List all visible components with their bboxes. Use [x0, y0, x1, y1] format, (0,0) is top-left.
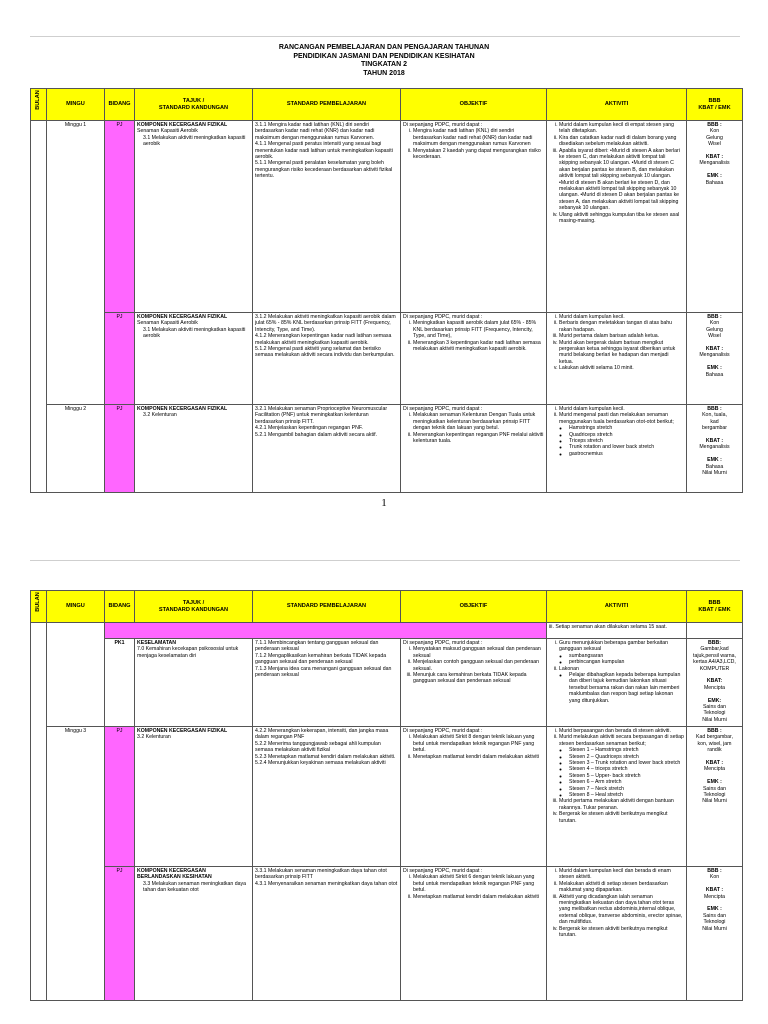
bidang-cell: PK1 [105, 639, 135, 727]
plan-table-page-2 [30, 590, 743, 1001]
col-objektif: OBJEKTIF [401, 591, 547, 623]
document-title [0, 44, 768, 78]
title-line-2: PENDIDIKAN JASMANI DAN PENDIDIKAN KESIHATAN [293, 52, 475, 60]
aktiviti-cell: i. Murid dalam kumpulan kecil di empat stesen yang telah ditetapkan. ii. Kira dan catatkan kadar nadi di dalam borang yang disediakan sebelum melakukan aktiviti. iii. Apabila isyarat diberi: •Murid di stesen A akan berlari ke stesen C, dan melakukan aktiviti lompat tali skipping sebanyak 10 ulangan. •Murid di stesen C akan berjalan pantas ke stesen B, dan melakukan aktiviti lompat tali skipping sebanyak 10 ulangan. •Murid di stesen B akan berlari ke stesen D, dan melakukan aktiviti lompat tali skipping sebanyak 10 ulangan. •Murid di stesen D akan berjalan pantas ke stesen A, dan melakukan aktiviti lompat tali skipping sebanyak 10 ulangan. iv. Ulang aktiviti sehingga kumpulan tiba ke stesen asal masing-masing. [547, 121, 687, 313]
col-minggu: MINGU [47, 591, 105, 623]
bbb-cell: BBB : Kon KBAT : Mencipta EMK : Sains dan Teknologi Nilai Murni [687, 867, 743, 1001]
standard-cell: 3.2.1 Melakukan senaman Proprioceptive Neuromuscular Facilitation (PNF) untuk meningkatkan kelenturan berdasarkan prinsip FITT. 4.2.1 Menjelaskan kepentingan regangan PNF. 5.2.1 Mengambil bahagian dalam aktiviti secara aktif. [253, 405, 401, 493]
tajuk-cell: KOMPONEN KECERGASAN BERLANDASKAN KESIHATAN 3.3 Melakukan senaman meningkatkan daya tahan dan kekuatan otot [135, 867, 253, 1001]
col-aktiviti: AKTIVITI [547, 89, 687, 121]
standard-cell: 4.2.2 Menerangkan kekerapan, intensiti, dan jangka masa dalam regangan PNF 5.2.2 Menerima tanggungjawab sebagai ahli kumpulan semasa melakukan aktiviti fizikal 5.2.3 Menetapkan matlamat kendiri dalam melakukan aktiviti. 5.2.4 Menunjukkan keyakinan semasa melakukan aktiviti [253, 727, 401, 867]
aktiviti-cell: i. Guru menunjukkan beberapa gambar berkaitan gangguan seksual ◦ sumbangsaran ◦ perbincangan kumpulan ii. Lakonan ◦ Pelajar dibahagikan kepada beberapa kumpulan dan diberi tajuk kemudian lakonkan situasi tersebut bersama rakan dan rakan lain memberi maklumbalas dan respon bagi setiap lakonan yang ditunjukkan. [547, 639, 687, 727]
tajuk-cell: KOMPONEN KECERGASAN FIZIKAL 3.2 Kelenturan [135, 727, 253, 867]
aktiviti-cell: i. Murid berpasangan dan berada di stesen aktiviti. ii. Murid melakukan aktiviti secara berpasangan di setiap stesen berdasarkan senaman berikut; ◦ Stesen 1 – Hamstrings stretch ◦ Stesen 2 – Quadriceps stretch ◦ Stesen 3 – Trunk rotation and lower back stretch ◦ Stesen 4 – triceps stretch ◦ Stesen 5 – Upper- back stretch ◦ Stesen 6 – Arm stretch ◦ Stesen 7 – Neck stretch ◦ Stesen 8 – Heal stretch iii. Murid pertama melakukan aktiviti dengan bantuan rakannya. Tukar peranan. iv. Bergerak ke stesen aktiviti berikutnya mengikut turutan. [547, 727, 687, 867]
col-standard: STANDARD PEMBELAJARAN [253, 89, 401, 121]
bbb-cell [687, 623, 743, 639]
title-line-1: RANCANGAN PEMBELAJARAN DAN PENGAJARAN TAHUNAN [278, 44, 490, 51]
table-row [31, 867, 743, 1001]
bulan-cell [31, 623, 47, 1001]
bidang-cell: PJ [105, 121, 135, 313]
standard-cell: 7.1.1 Membincangkan tentang gangguan seksual dan penderaan seksual 7.1.2 Mengaplikasikan kemahiran berkata TIDAK kepada gangguan seksual dan penderaan seksual 7.1.3 Menjana idea cara menangani gangguan seksual dan penderaan seksual [253, 639, 401, 727]
minggu-cell: Minggu 3 [47, 727, 105, 1001]
objektif-cell: Di sepanjang PDPC, murid dapat : i. Melakukan aktiviti Sirkit 8 dengan teknik lakuan yang betul untuk mendapatkan teknik regangan PNF yang betul. ii. Menetapkan matlamat kendiri dalam melakukan aktiviti [401, 727, 547, 867]
col-bidang: BIDANG [105, 89, 135, 121]
plan-table-page-1 [30, 88, 743, 493]
bbb-cell: BBB : Kad bergambar, kon, wisel, jam randik KBAT : Mencipta EMK : Sains dan Teknologi Nilai Murni [687, 727, 743, 867]
table-row [31, 639, 743, 727]
bidang-cell: PJ [105, 727, 135, 867]
minggu-cell [47, 623, 105, 727]
header-row [31, 89, 743, 121]
bbb-cell: BBB : Kon Gelung Wisel KBAT : Menganalisis EMK : Bahasa [687, 313, 743, 405]
col-bulan: BULAN [31, 591, 47, 623]
standard-cell: 3.3.1 Melakukan senaman meningkatkan daya tahan otot berdasarkan prinsip FITT 4.3.1 Menyenaraikan senaman meningkatkan daya tahan otot [253, 867, 401, 1001]
bidang-cell: PJ [105, 313, 135, 405]
continuation-band [105, 623, 547, 639]
table-row [31, 727, 743, 867]
page-number: 1 [381, 497, 387, 509]
col-bulan: BULAN [31, 89, 47, 121]
tajuk-cell: KOMPONEN KECERGASAN FIZIKAL Senaman Kapasiti Aerobik 3.1 Melakukan aktiviti meningkatkan kapasiti aerobik [135, 121, 253, 313]
aktiviti-cell: i. Murid dalam kumpulan kecil. ii. Murid mengenal pasti dan melakukan senaman menggunakan tuala berdasarkan otot-otot berikut; ◦ Hamstrings stretch ◦ Quadriceps stretch ◦ Triceps stretch ◦ Trunk rotation and lower back stretch ◦ gastrocnemius [547, 405, 687, 493]
table-row [31, 623, 743, 639]
col-objektif: OBJEKTIF [401, 89, 547, 121]
table-row [31, 405, 743, 493]
page-break-rule [30, 560, 740, 561]
col-minggu: MINGU [47, 89, 105, 121]
bidang-cell: PJ [105, 867, 135, 1001]
bbb-cell: BBB : Kon Gelung Wisel KBAT : Menganalisis EMK : Bahasa [687, 121, 743, 313]
standard-cell: 3.1.1 Mengira kadar nadi latihan (KNL) diri sendiri berdasarkan kadar nadi rehat (KNR) dan kadar nadi maksimum dengan menggunakan rumus Karvonen. 4.1.1 Mengenal pasti peratus intensiti yang sesuai bagi menentukan kadar nadi latihan untuk meningkatkan kapasiti aerobik. 5.1.1 Mengenal pasti peralatan keselamatan yang boleh mengurangkan risiko kecederaan berdasarkan aktiviti fizikal tertentu. [253, 121, 401, 313]
aktiviti-cell: i. Murid dalam kumpulan kecil. ii. Berbaris dengan meletakkan tangan di atas bahu rakan hadapan. iii. Murid pertama dalam barisan adalah ketua. iv. Murid akan bergerak dalam barisan mengikut pergerakan ketua sehingga isyarat diberikan untuk murid belakang berlari ke hadapan dan menjadi ketua. v. Lakukan aktiviti selama 10 minit. [547, 313, 687, 405]
top-rule [30, 36, 740, 37]
bulan-cell [31, 121, 47, 493]
title-line-4: TAHUN 2018 [363, 69, 405, 77]
bbb-cell: BBB : Kon, tuala, kad bergambar KBAT : Menganalisis EMK : Bahasa Nilai Murni [687, 405, 743, 493]
objektif-cell: Di sepanjang PDPC, murid dapat : i. Melakukan senaman Kelenturan Dengan Tuala untuk meningkatkan kelenturan berdasarkan prinsip FITT dengan teknik dan lakuan yang betul. ii. Menerangkan kepentingan regangan PNF melalui aktiviti kelenturan tuala. [401, 405, 547, 493]
col-bbb: BBB KBAT / EMK [687, 89, 743, 121]
col-standard: STANDARD PEMBELAJARAN [253, 591, 401, 623]
minggu-cell: Minggu 1 [47, 121, 105, 405]
minggu-cell: Minggu 2 [47, 405, 105, 493]
bbb-cell: BBB: Gambar,kad tajuk,pensil warna, kertas A4/A3,LCD, KOMPUTER KBAT: Mencipta EMK: Sains dan Teknologi Nilai Murni [687, 639, 743, 727]
aktiviti-cell: i. Murid dalam kumpulan kecil dan berada di enam stesen aktiviti. ii. Melakukan aktiviti di setiap stesen berdasarkan maklumat yang dipaparkan. iii. Aktiviti yang dicadangkan ialah senaman meningkatkan kekuatan dan daya tahan otot teras yang melibatkan rectus abdominis,internal oblique, external oblique, tranverse abdominis, erector spinae, dan multifidus. iv. Bergerak ke stesen aktiviti berikutnya mengikut turutan. [547, 867, 687, 1001]
col-tajuk: TAJUK / STANDARD KANDUNGAN [135, 89, 253, 121]
header-row [31, 591, 743, 623]
col-aktiviti: AKTIVITI [547, 591, 687, 623]
table-row [31, 121, 743, 313]
title-line-3: TINGKATAN 2 [360, 61, 408, 69]
tajuk-cell: KOMPONEN KECERGASAN FIZIKAL Senaman Kapasiti Aerobik 3.1 Melakukan aktiviti meningkatkan kapasiti aerobik [135, 313, 253, 405]
objektif-cell: Di sepanjang PDPC, murid dapat : i. Melakukan aktiviti Sirkit 6 dengan teknik lakuan yang betul untuk mendapatkan teknik regangan PNF yang betul. ii. Menetapkan matlamat kendiri dalam melakukan aktiviti [401, 867, 547, 1001]
tajuk-cell: KESELAMATAN 7.0 Kemahiran kecekapan psikososial untuk menjaga keselamatan diri [135, 639, 253, 727]
objektif-cell: Di sepanjang PDPC, murid dapat : i. Mengira kadar nadi latihan (KNL) diri sendiri berdasarkan kadar nadi rehat (KNR) dan kadar nadi maksimum dengan menggunakan rumus Karvonen ii. Menyatakan 2 kaedah yang dapat mengurangkan risiko kecederaan. [401, 121, 547, 313]
aktiviti-cell: iii. Setiap senaman akan dilakukan selama 15 saat. [547, 623, 687, 639]
standard-cell: 3.1.2 Melakukan aktiviti meningkatkan kapasiti aerobik dalam julat 65% - 85% KNL berdasarkan prinsip FITT (Frequency, Intencity, Type, and Time). 4.1.2 Menerangkan kepentingan kadar nadi latihan semasa melakukan aktiviti meningkatkan kapasiti aerobik. 5.1.2 Mengenal pasti aktiviti yang selamat dan berisiko semasa melakukan aktiviti secara individu dan berkumpulan. [253, 313, 401, 405]
col-bidang: BIDANG [105, 591, 135, 623]
objektif-cell: Di sepanjang PDPC, murid dapat : i. Menyatakan maksud gangguan seksual dan penderaan seksual ii. Menjelaskan contoh gangguan seksual dan penderaan seksual. iii. Menunjuk cara kemahiran berkata TIDAK kepada gangguan seksual dan penderaan seksual [401, 639, 547, 727]
table-row [31, 313, 743, 405]
tajuk-cell: KOMPONEN KECERGASAN FIZIKAL 3.2 Kelenturan [135, 405, 253, 493]
bidang-cell: PJ [105, 405, 135, 493]
objektif-cell: Di sepanjang PDPC, murid dapat : i. Meningkatkan kapasiti aerobik dalam julat 65% - 85% KNL berdasarkan prinsip FITT (Frequency, Intencity, Type, and Time), ii. Menerangkan 3 kepentingan kadar nadi latihan semasa melakukan aktiviti meningkatkan kapasiti aerobik. [401, 313, 547, 405]
col-bbb: BBB KBAT / EMK [687, 591, 743, 623]
col-tajuk: TAJUK / STANDARD KANDUNGAN [135, 591, 253, 623]
